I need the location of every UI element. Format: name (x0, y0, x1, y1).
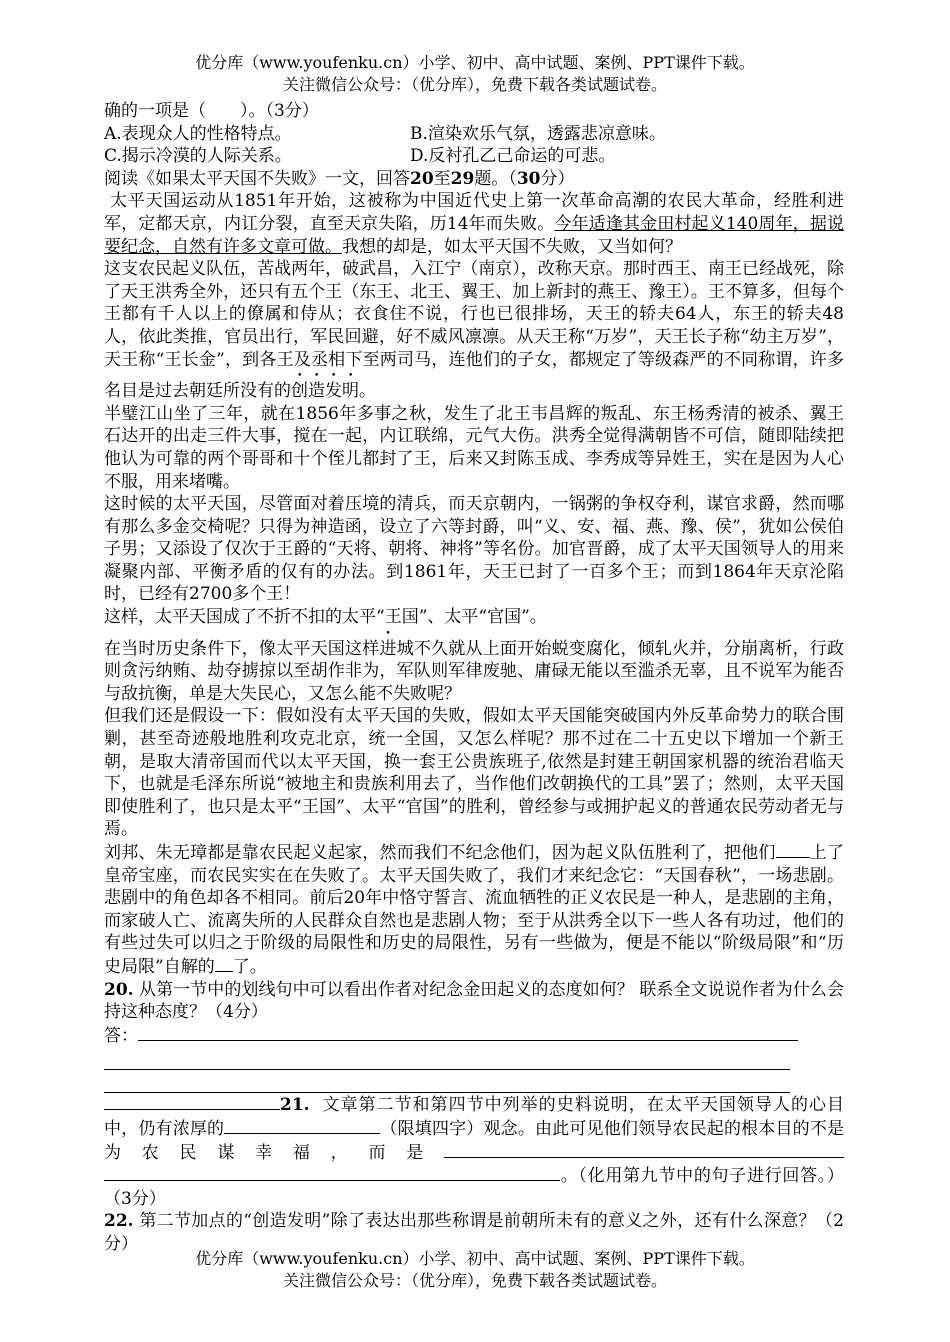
q21-text-b: （限填四字）观念。由此可见他们领导农民起的根本目的不是为农民谋幸福，而是 (104, 1118, 845, 1163)
prev-question-stem: 确的一项是（ ）。（3分） (104, 101, 319, 121)
intro-score: 30 (516, 168, 541, 189)
paragraph-7: 但我们还是假设一下：假如没有太平天国的失败，假如太平天国能突破国内外反革命势力的联合围剿，甚至奇迹般地胜利攻克北京，统一全国，又怎么样呢？那不过在二十五史以下增加一个新王朝，是取大清帝国而代以太平天国，换一套王公贵族班子,依然是封建王朝国家机器的统治君临天下，也就是毛泽东所说“被地主和贵族利用去了，当作他们改朝换代的工具”罢了；然则，太平天国即使胜利了，也只是太平“王国”、太平“官国”的胜利，曾经参与或拥护起义的普通农民劳动者无与焉。 (104, 706, 844, 840)
page-footer-line-1: 优分库（www.youfenku.cn）小学、初中、高中试题、案例、PPT课件下载。 (195, 1249, 755, 1268)
q21-blank-concept[interactable] (224, 1117, 380, 1134)
q20-answer-blank-4[interactable] (104, 1093, 280, 1110)
paragraph-2 (104, 258, 844, 403)
question-20 (104, 979, 844, 1024)
options-row-2 (104, 145, 844, 168)
paragraph-1 (104, 190, 844, 258)
paragraph-8 (104, 841, 844, 979)
q20-answer-blank-3[interactable] (104, 1070, 790, 1093)
paragraph-6 (104, 629, 844, 706)
intro-end-number: 29 (450, 168, 475, 189)
q22-text: 第二节加点的“创造发明”除了表达出那些称谓是前朝所未有的意义之外，还有什么深意？（2分） (104, 1211, 844, 1254)
option-b: B.渲染欢乐气氛，透露悲凉意味。 (410, 123, 666, 144)
q21-blank-purpose-1[interactable] (444, 1141, 844, 1158)
para2-text-b: 。 (359, 381, 376, 402)
q20-answer-label: 答： (104, 1025, 138, 1046)
reading-intro (104, 168, 844, 191)
para6-text-a: 在当时历史条件下，像太平天国这样 (104, 638, 380, 659)
page-footer-line-2: 关注微信公众号：（优分库），免费下载各类试题试卷。 (282, 1271, 667, 1290)
intro-text: 阅读《如果太平天国不失败》一文，回答 (104, 168, 410, 189)
q21-number: 21. (280, 1095, 310, 1116)
intro-end: 分） (540, 168, 575, 189)
intro-mid: 至 (433, 168, 451, 189)
q20-answer-blank-2[interactable] (104, 1047, 790, 1070)
intro-start-number: 20 (410, 168, 434, 189)
para8-text-b: 上了皇帝宝座，而农民实实在在失败了。太平天国失败了，我们才来纪念它：“天国春秋”，一场悲剧。悲剧中的角色却各不相同。前后20年中恪守誓言、流血牺牲的正义农民是一种人，是悲剧的主角，而家破人亡、流离失所的人民群众自然也是悲剧人物；至于从洪秀全以下一些人各有功过，他们的有些过失可以归之于阶级的局限性和历史的局限性，另有一些做为，便是不能以“阶级局限”和“历史局限”自解的 (104, 843, 845, 977)
q21-blank-purpose-2[interactable] (104, 1164, 560, 1181)
page-header-line-1: 优分库（www.youfenku.cn）小学、初中、高中试题、案例、PPT课件下载。 (195, 53, 755, 72)
para1-text-a: 太平天国运动从1851年开始，这被称为中国近代史上第一次革命高潮的农民大革命，经胜利进军，定都天京，内讧分裂，直至天京失陷，历14年而失败。 (104, 191, 845, 234)
para2-text-a: 这支农民起义队伍，苦战两年，破武昌，入江宁（南京），改称天京。那时西王、南王已经战死，除了天王洪秀全外，还只有五个王（东王、北王、翼王、加上新封的燕王、豫王）。王不算多，但每个王都有千人以上的僚属和侍从；衣食住不说，行也已很排场，天王的轿夫64人，东王的轿夫48人，依此类推，官员出行，军民回避，好不威风凛凛。从天王称“万岁”，天王长子称“幼主万岁”，天王称“王长金”，到各王及丞相下至两司马，连他们的子女，都规定了等级森严的不同称谓，许多名目是过去朝廷所没有的 (104, 259, 844, 402)
para8-blank-1[interactable] (776, 841, 810, 858)
paragraph-4: 这时候的太平天国，尽管面对着压境的清兵，而天京朝内，一锅粥的争权夺利，谋官求爵，然而哪有那么多金交椅呢？只得为神造函，设立了六等封爵，叫“义、安、福、燕、豫、侯”，犹如公侯伯子男；又添设了仅次于王爵的“天将、朝将、神将”等名份。加官晋爵，成了太平天国领导人的用来凝聚内部、平衡矛盾的仅有的办法。到1861年，天王已封了一百多个王；而到1864年天京沦陷时，已经有2700多个王！ (104, 494, 844, 605)
q20-text: 从第一节中的划线句中可以看出作者对纪念金田起义的态度如何？ 联系全文说说作者为什么会持这种态度？（4分） (104, 979, 844, 1023)
para6-dotted-word: 进 (379, 638, 397, 659)
option-a: A.表现众人的性格特点。 (104, 123, 292, 144)
q20-number: 20. (104, 979, 134, 1000)
paragraph-5: 这样，太平天国成了不折不扣的太平“王国”、太平“官国”。 (104, 607, 547, 628)
para1-underlined-sentence: 今年适逢其金田村起义140周年，据说要纪念，自然有许多文章可做。 (104, 213, 844, 257)
options-row-1 (104, 123, 844, 146)
option-d: D.反衬孔乙己命运的可悲。 (410, 146, 616, 167)
para8-blank-2[interactable] (215, 955, 233, 972)
para1-text-b: 我想的却是，如太平天国不失败，又当如何？ (342, 236, 682, 257)
para2-dotted-words: 创造发明 (291, 381, 359, 402)
q21-text-c: 。（化用第九节中的句子进行回答。）（3分） (104, 1166, 844, 1209)
q22-number: 22. (104, 1211, 134, 1232)
document-body (104, 100, 844, 1256)
option-c: C.揭示冷漠的人际关系。 (104, 146, 292, 167)
q20-answer-line-1 (104, 1024, 844, 1048)
intro-post: 题。（ (474, 168, 517, 189)
paragraph-3: 半璧江山坐了三年，就在1856年多事之秋，发生了北王韦昌辉的叛乱、东王杨秀清的被杀、翼王石达开的出走三件大事，搅在一起，内讧联绵，元气大伤。洪秀全觉得满朝皆不可信，随即陆续把他认为可靠的两个哥哥和十个侄儿都封了王，后来又封陈玉成、李秀成等异姓王，实在是因为人心不服，用来堵嘴。 (104, 403, 844, 492)
q20-answer-blank-1[interactable] (138, 1024, 798, 1041)
para8-text-c: 了。 (232, 956, 267, 977)
q21-text-a: 文章第二节和第四节中列举的史料说明，在太平天国领导人的心目中，仍有浓厚的 (104, 1095, 845, 1139)
page-header-line-2: 关注微信公众号：（优分库），免费下载各类试题试卷。 (282, 75, 667, 94)
para6-text-b: 城不久就从上面开始蜕变腐化，倾轧火并，分崩离析，行政则贪污纳贿、劫夺掳掠以至胡作非为，军队则军律废驰、庸碌无能以至滥杀无辜，且不说军为能否与敌抗衡，单是大失民心，又怎么能不失败呢？ (104, 638, 845, 704)
para8-text-a: 刘邦、朱无璋都是靠农民起义起家，然而我们不纪念他们，因为起义队伍胜利了，把他们 (104, 843, 776, 863)
question-21 (104, 1093, 844, 1210)
